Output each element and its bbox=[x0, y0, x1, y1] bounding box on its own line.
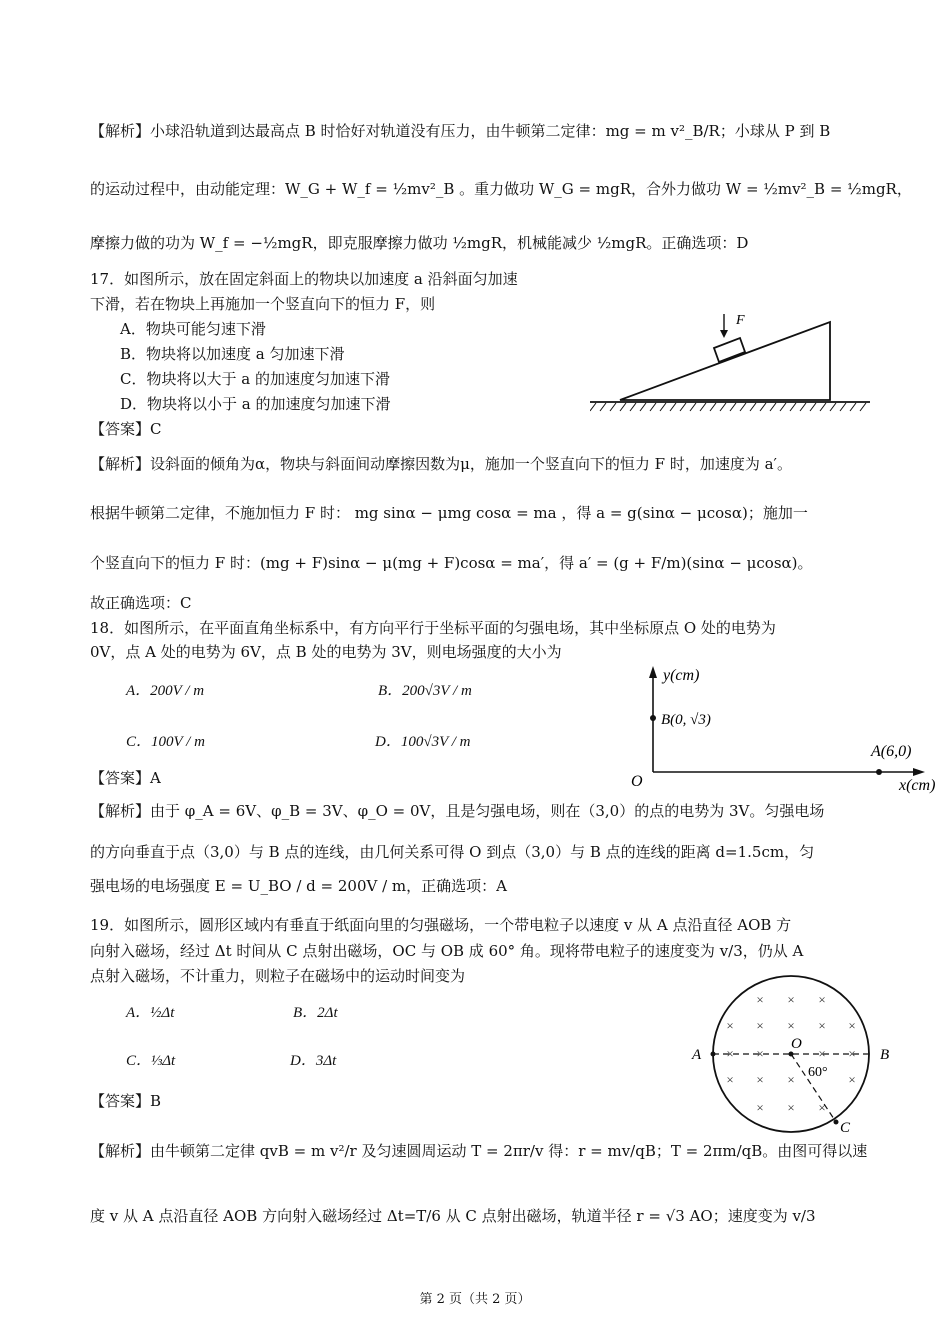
force-label: F bbox=[736, 313, 745, 328]
magnetic-field-figure bbox=[690, 972, 900, 1134]
point-c bbox=[834, 1120, 839, 1125]
q19-stem-line1: 19．如图所示，圆形区域内有垂直于纸面向里的匀强磁场，一个带电粒子以速度 v 从 A 点沿直径 AOB 方 bbox=[90, 916, 792, 934]
q17-option-a: A．物块可能匀速下滑 bbox=[120, 320, 266, 338]
q19-stem-line2: 向射入磁场，经过 Δt 时间从 C 点射出磁场，OC 与 OB 成 60° 角。现将带电粒子的速度变为 v/3，仍从 A bbox=[90, 942, 804, 960]
q17-option-b: B．物块将以加速度 a 匀加速下滑 bbox=[120, 345, 345, 363]
point-a bbox=[876, 769, 882, 775]
q17-analysis-line2: 根据牛顿第二定律，不施加恒力 F 时： mg sinα − μmg cosα = ma ，得 a = g(sinα − μcosα)；施加一 bbox=[90, 504, 808, 522]
svg-text:×: × bbox=[756, 1100, 764, 1115]
q18-option-c: C．100V / m bbox=[126, 734, 205, 750]
origin-label: O bbox=[631, 773, 643, 790]
q17-option-c: C．物块将以大于 a 的加速度匀加速下滑 bbox=[120, 370, 390, 388]
svg-text:×: × bbox=[726, 1046, 734, 1061]
q18-option-b: B．200√3V / m bbox=[378, 683, 472, 699]
q18-analysis-line3: 强电场的电场强度 E = U_BO / d = 200V / m，正确选项：A bbox=[90, 877, 507, 895]
point-a-label: A bbox=[692, 1047, 702, 1063]
q17-stem-line2: 下滑，若在物块上再施加一个竖直向下的恒力 F，则 bbox=[90, 295, 436, 313]
q19-analysis-line2: 度 v 从 A 点沿直径 AOB 方向射入磁场经过 Δt=T/6 从 C 点射出磁场，轨道半径 r = √3 AO；速度变为 v/3 bbox=[90, 1207, 816, 1225]
q18-option-d: D．100√3V / m bbox=[375, 734, 471, 750]
svg-text:×: × bbox=[726, 1072, 734, 1087]
q17-conclusion: 故正确选项：C bbox=[90, 594, 192, 612]
q18-option-a: A．200V / m bbox=[126, 683, 205, 699]
point-b bbox=[650, 715, 656, 721]
q18-answer: 【答案】A bbox=[90, 769, 161, 787]
q18-stem-line2: 0V，点 A 处的电势为 6V，点 B 处的电势为 3V，则电场强度的大小为 bbox=[90, 643, 562, 661]
point-o-label: O bbox=[791, 1036, 802, 1052]
svg-text:×: × bbox=[848, 1046, 856, 1061]
x-axis-label: x(cm) bbox=[899, 777, 936, 794]
y-axis-label: y(cm) bbox=[663, 667, 700, 684]
q19-option-b: B．2Δt bbox=[293, 1005, 338, 1021]
svg-text:×: × bbox=[787, 1100, 795, 1115]
q19-answer: 【答案】B bbox=[90, 1092, 162, 1110]
svg-text:×: × bbox=[756, 1046, 764, 1061]
y-axis-arrow bbox=[649, 666, 657, 678]
point-a-label: A(6,0) bbox=[871, 743, 912, 760]
q19-stem-line3: 点射入磁场，不计重力，则粒子在磁场中的运动时间变为 bbox=[90, 967, 466, 985]
analysis16-line2: 的运动过程中，由动能定理：W_G + W_f = ½mv²_B 。重力做功 W_G = mgR，合外力做功 W = ½mv²_B = ½mgR， bbox=[90, 180, 912, 198]
q18-analysis-line2: 的方向垂直于点（3,0）与 B 点的连线，由几何关系可得 O 到点（3,0）与 B 点的连线的距离 d=1.5cm，匀 bbox=[90, 843, 815, 861]
q19-analysis-line1: 【解析】由牛顿第二定律 qvB = m v²/r 及匀速圆周运动 T = 2πr/v 得：r = mv/qB；T = 2πm/qB。由图可得以速 bbox=[90, 1142, 868, 1160]
point-b-label: B bbox=[880, 1047, 890, 1063]
page-footer: 第 2 页（共 2 页） bbox=[419, 1292, 531, 1307]
svg-text:×: × bbox=[818, 1046, 826, 1061]
block bbox=[714, 338, 745, 362]
angle-label: 60° bbox=[808, 1065, 828, 1080]
q17-stem-line1: 17．如图所示，放在固定斜面上的物块以加速度 a 沿斜面匀加速 bbox=[90, 270, 518, 288]
point-o bbox=[789, 1052, 794, 1057]
q17-analysis-line1: 【解析】设斜面的倾角为α，物块与斜面间动摩擦因数为μ，施加一个竖直向下的恒力 F 时，加速度为 a′。 bbox=[90, 455, 792, 473]
q18-stem-line1: 18．如图所示，在平面直角坐标系中，有方向平行于坐标平面的匀强电场，其中坐标原点 O 处的电势为 bbox=[90, 619, 776, 637]
svg-text:×: × bbox=[787, 992, 795, 1007]
svg-text:×: × bbox=[726, 1018, 734, 1033]
q17-answer: 【答案】C bbox=[90, 420, 162, 438]
incline-figure bbox=[590, 308, 870, 412]
svg-text:×: × bbox=[756, 1072, 764, 1087]
svg-text:×: × bbox=[756, 992, 764, 1007]
analysis16-line1: 【解析】小球沿轨道到达最高点 B 时恰好对轨道没有压力，由牛顿第二定律：mg = m v²_B/R；小球从 P 到 B bbox=[90, 122, 831, 140]
q18-analysis-line1: 【解析】由于 φ_A = 6V、φ_B = 3V、φ_O = 0V，且是匀强电场，则在（3,0）的点的电势为 3V。匀强电场 bbox=[90, 802, 825, 820]
svg-text:×: × bbox=[818, 1018, 826, 1033]
svg-text:×: × bbox=[756, 1018, 764, 1033]
point-b-label: B(0, √3) bbox=[661, 712, 711, 728]
q17-option-d: D．物块将以小于 a 的加速度匀加速下滑 bbox=[120, 395, 391, 413]
analysis16-line3: 摩擦力做的功为 W_f = −½mgR，即克服摩擦力做功 ½mgR，机械能减少 ½mgR。正确选项：D bbox=[90, 234, 749, 252]
point-a bbox=[711, 1052, 716, 1057]
force-arrowhead bbox=[720, 330, 728, 338]
q19-option-c: C．⅓Δt bbox=[126, 1053, 176, 1069]
q17-analysis-line3: 个竖直向下的恒力 F 时：(mg + F)sinα − μ(mg + F)cosα = ma′，得 a′ = (g + F/m)(sinα − μcosα)。 bbox=[90, 554, 813, 572]
coordinate-figure bbox=[625, 660, 950, 795]
point-c-label: C bbox=[840, 1120, 851, 1134]
svg-text:×: × bbox=[787, 1072, 795, 1087]
x-axis-arrow bbox=[913, 768, 925, 776]
svg-text:×: × bbox=[787, 1018, 795, 1033]
svg-text:×: × bbox=[848, 1072, 856, 1087]
svg-text:×: × bbox=[848, 1018, 856, 1033]
ground-hatching bbox=[590, 403, 866, 411]
q19-option-d: D．3Δt bbox=[290, 1053, 337, 1069]
svg-text:×: × bbox=[818, 992, 826, 1007]
q19-option-a: A．½Δt bbox=[126, 1005, 175, 1021]
svg-text:×: × bbox=[818, 1100, 826, 1115]
